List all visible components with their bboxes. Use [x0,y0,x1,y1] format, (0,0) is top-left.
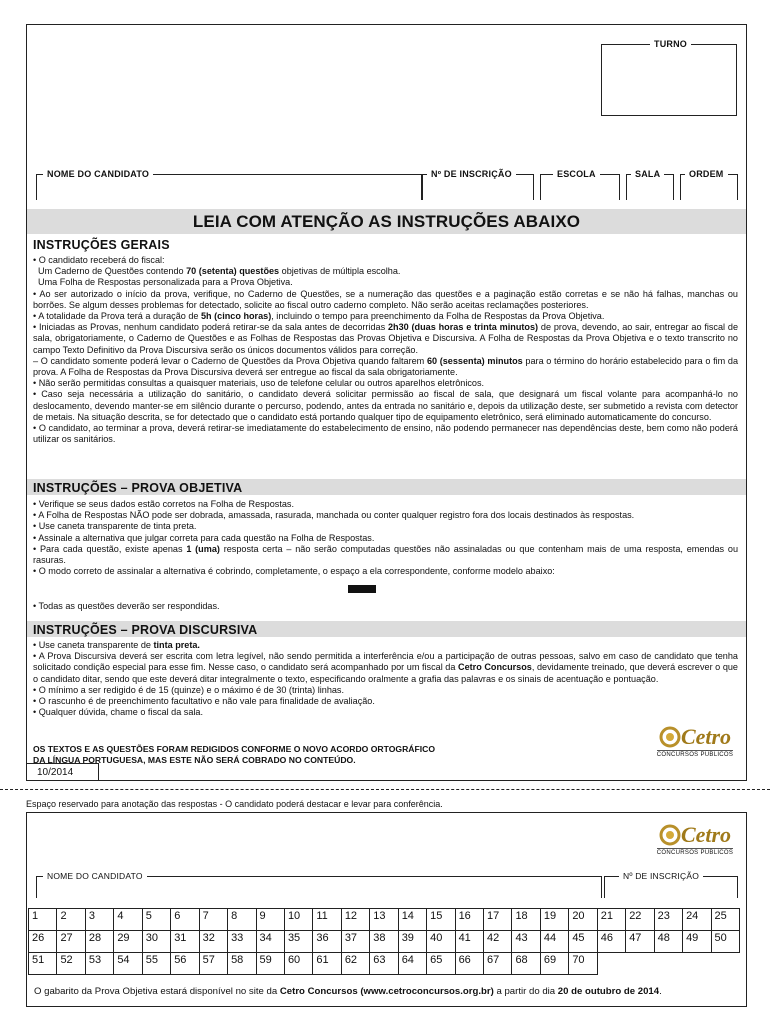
answer-cell[interactable]: 20 [569,909,597,931]
answer-cell[interactable]: 35 [284,931,312,953]
exam-date: 10/2014 [27,763,99,780]
answer-cell[interactable]: 53 [85,953,113,975]
answer-cell[interactable]: 41 [455,931,483,953]
objective-item-3: • Use caneta transparente de tinta preta. [33,521,197,532]
nome-candidato-field[interactable] [36,169,422,200]
general-item-1: • O candidato receberá do fiscal: [33,255,165,265]
answer-cell[interactable]: 18 [512,909,540,931]
ordem-label: ORDEM [685,169,728,180]
answer-cell[interactable]: 24 [683,909,711,931]
answer-cell[interactable]: 28 [85,931,113,953]
answer-cell[interactable]: 13 [370,909,398,931]
answer-cell[interactable]: 19 [540,909,568,931]
instructions-banner-title: LEIA COM ATENÇÃO AS INSTRUÇÕES ABAIXO [192,211,581,231]
answer-grid-row [29,909,740,931]
answer-cell[interactable]: 16 [455,909,483,931]
answer-cell[interactable]: 7 [199,909,227,931]
turno-field[interactable] [601,39,737,116]
answer-cell[interactable]: 26 [29,931,57,953]
general-item-8: • O candidato, ao terminar a prova, deverá retirar-se imediatamente do estabelecimento de ensino, não podendo permanecer nas dependências deste, bem como não poderá utilizar os sanitários. [33,423,738,445]
answer-cell[interactable]: 69 [540,953,568,975]
turno-label: TURNO [650,39,691,50]
answer-cell[interactable]: 64 [398,953,426,975]
answer-cell[interactable]: 30 [142,931,170,953]
answer-cell[interactable]: 1 [29,909,57,931]
answer-cell[interactable]: 4 [114,909,142,931]
answer-cell[interactable]: 52 [57,953,85,975]
essay-instructions-title: INSTRUÇÕES – PROVA DISCURSIVA [33,623,258,637]
answer-cell[interactable]: 47 [626,931,654,953]
note-line-1: OS TEXTOS E AS QUESTÕES FORAM REDIGIDOS CONFORME O NOVO ACORDO ORTOGRÁFICO [33,744,436,754]
answer-grid-row [29,953,740,975]
escola-label: ESCOLA [553,169,600,180]
detach-note: Espaço reservado para anotação das respostas - O candidato poderá destacar e levar para conferência. [26,799,443,809]
answer-cell[interactable]: 23 [654,909,682,931]
orthographic-agreement-note [33,744,435,765]
answer-cell[interactable]: 15 [427,909,455,931]
objective-instructions-text [33,499,738,577]
answer-cell[interactable]: 10 [284,909,312,931]
answer-cell[interactable]: 25 [711,909,740,931]
answer-cell[interactable]: 29 [114,931,142,953]
answer-cell[interactable]: 37 [341,931,369,953]
essay-item-4: • O rascunho é de preenchimento facultativo e não vale para finalidade de avaliação. [33,696,375,707]
objective-item-6: • O modo correto de assinalar a alternativa é cobrindo, completamente, o espaço a ela correspondente, conforme modelo abaixo: [33,566,555,577]
general-item-2: • Ao ser autorizado o início da prova, verifique, no Caderno de Questões, se a numeração das questões e a paginação estão corretas e se não há falhas, manchas ou borrões. Se algum desses problemas for detectado, solicite ao fiscal outro caderno completo. Não serão aceitas reclamações posteriores. [33,288,738,310]
answer-key-note: O gabarito da Prova Objetiva estará disponível no site da Cetro Concursos (www.cetroconcursos.org.br) a partir do dia 20 de outubro de 2014. [34,986,662,997]
answer-cell[interactable]: 66 [455,953,483,975]
cetro-logo-small-mark [659,822,731,848]
answer-cell[interactable]: 9 [256,909,284,931]
detach-line [0,789,770,790]
inscricao-field[interactable] [422,169,534,200]
detach-inscricao-label: Nº DE INSCRIÇÃO [619,871,703,882]
cetro-logo [652,724,738,758]
objective-item-7: • Todas as questões deverão ser respondidas. [33,601,220,611]
answer-cell-empty [683,953,711,975]
answer-cell[interactable]: 48 [654,931,682,953]
objective-item-1: • Verifique se seus dados estão corretos na Folha de Respostas. [33,499,294,509]
answer-cell[interactable]: 68 [512,953,540,975]
essay-item-3: • O mínimo a ser redigido é de 15 (quinze) e o máximo é de 30 (trinta) linhas. [33,684,345,695]
answer-cell[interactable]: 42 [484,931,512,953]
answer-cell[interactable]: 8 [228,909,256,931]
cetro-swirl-icon [659,824,681,846]
cetro-logo-small-subtitle: CONCURSOS PÚBLICOS [656,850,734,856]
cetro-swirl-icon [659,726,681,748]
answer-cell[interactable]: 62 [341,953,369,975]
answer-cell[interactable]: 60 [284,953,312,975]
answer-cell[interactable]: 55 [142,953,170,975]
detach-nome-label: NOME DO CANDIDATO [43,871,147,882]
answer-cell[interactable]: 6 [171,909,199,931]
cetro-logo-small-word: Cetro [680,822,732,847]
objective-item-5: • Para cada questão, existe apenas 1 (uma) resposta certa – não serão computadas questões não assinaladas ou que contenham mais de uma resposta, emendas ou rasuras. [33,543,739,566]
answer-cell[interactable]: 61 [313,953,341,975]
detach-inscricao-field[interactable] [604,871,738,898]
answer-cell-empty [597,953,625,975]
cetro-logo-mark [659,724,731,750]
general-item-6: • Não serão permitidas consultas a quaisquer materiais, uso de telefone celular ou outros aparelhos eletrônicos. [33,378,485,389]
answer-cell[interactable]: 38 [370,931,398,953]
instructions-banner [27,209,746,234]
general-instructions-title: INSTRUÇÕES GERAIS [33,238,170,252]
general-item-1b: Uma Folha de Respostas personalizada para a Prova Objetiva. [38,277,293,288]
answer-cell[interactable]: 31 [171,931,199,953]
answer-cell[interactable]: 70 [569,953,597,975]
answer-cell[interactable]: 54 [114,953,142,975]
answer-cell-empty [626,953,654,975]
objective-instructions-end [33,601,738,612]
answer-cell[interactable]: 36 [313,931,341,953]
answer-cell[interactable]: 43 [512,931,540,953]
cetro-logo-subtitle: CONCURSOS PÚBLICOS [656,752,734,758]
essay-item-1: • Use caneta transparente de tinta preta. [33,640,200,650]
essay-item-2: • A Prova Discursiva deverá ser escrita com letra legível, não sendo permitida a interferência e/ou a participação de outras pessoas, salvo em caso de candidato que tenha solicitado condição especial para esse fim. Nesse caso, o candidato será acompanhado por um fiscal da Cetro Concursos, devidamente treinado, que deverá escrever o que o candidato ditar, sendo que este deverá ditar integralmente o texto, especificando oralmente a grafia das palavras e os sinais de acentuação e pontuação. [33,651,738,684]
answer-cell[interactable]: 2 [57,909,85,931]
cetro-logo-small [652,822,738,856]
general-item-4: • Iniciadas as Provas, nenhum candidato poderá retirar-se da sala antes de decorridas 2h30 (duas horas e trinta minutos) de prova, devendo, ao sair, entregar ao fiscal de sala, obrigatoriamente, o Caderno de Questões e as Folhas de Respostas das Provas Objetiva e Discursiva. A Folha de Respostas da Prova Objetiva e o texto transcrito no campo Texto Definitivo da Prova Discursiva serão os únicos documentos válidos para correção. [33,322,739,355]
filled-answer-model [348,585,376,593]
answer-cell[interactable]: 46 [597,931,625,953]
answer-cell[interactable]: 39 [398,931,426,953]
answer-cell[interactable]: 44 [540,931,568,953]
answer-cell[interactable]: 67 [484,953,512,975]
general-instructions-text [33,255,738,445]
answer-cell[interactable]: 3 [85,909,113,931]
sala-field[interactable] [626,169,674,200]
answer-cell[interactable]: 22 [626,909,654,931]
answer-grid-row [29,931,740,953]
answer-cell[interactable]: 51 [29,953,57,975]
answer-cell[interactable]: 59 [256,953,284,975]
general-item-7: • Caso seja necessária a utilização do sanitário, o candidato deverá solicitar permissão ao fiscal de sala, que designará um fiscal volante para acompanhá-lo no deslocamento, devendo manter-se em silêncio durante o percurso, podendo, antes da entrada no sanitário e, depois da utilização deste, ser submetido a revista com detector de metais. Na situação descrita, se for detectado que o candidato está portando qualquer tipo de equipamento eletrônico, será eliminado automaticamente do concurso. [33,389,738,422]
general-item-1a: Um Caderno de Questões contendo 70 (setenta) questões objetivas de múltipla escolha. [38,266,401,277]
answer-cell[interactable]: 14 [398,909,426,931]
cetro-logo-word: Cetro [680,724,732,749]
answer-cell[interactable]: 21 [597,909,625,931]
sala-label: SALA [631,169,664,180]
inscricao-label: Nº DE INSCRIÇÃO [427,169,516,180]
answer-cell[interactable]: 11 [313,909,341,931]
answer-cell[interactable]: 63 [370,953,398,975]
general-item-3: • A totalidade da Prova terá a duração de 5h (cinco horas), incluindo o tempo para preenchimento da Folha de Respostas da Prova Objetiva. [33,311,605,322]
answer-cell[interactable]: 58 [228,953,256,975]
answer-cell[interactable]: 49 [683,931,711,953]
answer-cell-empty [711,953,740,975]
answer-cell[interactable]: 65 [427,953,455,975]
note-line-2: DA LÍNGUA PORTUGUESA, MAS ESTE NÃO SERÁ COBRADO NO CONTEÚDO. [33,754,356,765]
general-item-5: – O candidato somente poderá levar o Caderno de Questões da Prova Objetiva quando faltarem 60 (sessenta) minutos para o término do horário estabelecido para o fim da prova. A Folha de Respostas da Prova Discursiva deverá ser entregue ao fiscal da sala obrigatoriamente. [33,355,739,378]
answer-cell[interactable]: 5 [142,909,170,931]
answer-cell[interactable]: 34 [256,931,284,953]
escola-field[interactable] [540,169,620,200]
objective-item-2: • A Folha de Respostas NÃO pode ser dobrada, amassada, rasurada, manchada ou conter qualquer registro fora dos locais destinados às respostas. [33,510,635,521]
answer-cell[interactable]: 17 [484,909,512,931]
answer-cell[interactable]: 40 [427,931,455,953]
answer-cell[interactable]: 50 [711,931,740,953]
essay-item-5: • Qualquer dúvida, chame o fiscal da sala. [33,707,203,718]
answer-cell[interactable]: 27 [57,931,85,953]
answer-cell-empty [654,953,682,975]
answer-grid [28,908,740,975]
answer-cell[interactable]: 32 [199,931,227,953]
objective-item-4: • Assinale a alternativa que julgar correta para cada questão na Folha de Respostas. [33,532,375,543]
ordem-field[interactable] [680,169,738,200]
nome-candidato-label: NOME DO CANDIDATO [43,169,153,180]
detach-nome-field[interactable] [36,871,602,898]
answer-cell[interactable]: 56 [171,953,199,975]
answer-cell[interactable]: 57 [199,953,227,975]
answer-cell[interactable]: 45 [569,931,597,953]
essay-instructions-text [33,640,738,718]
answer-cell[interactable]: 12 [341,909,369,931]
objective-instructions-title: INSTRUÇÕES – PROVA OBJETIVA [33,481,243,495]
answer-cell[interactable]: 33 [228,931,256,953]
